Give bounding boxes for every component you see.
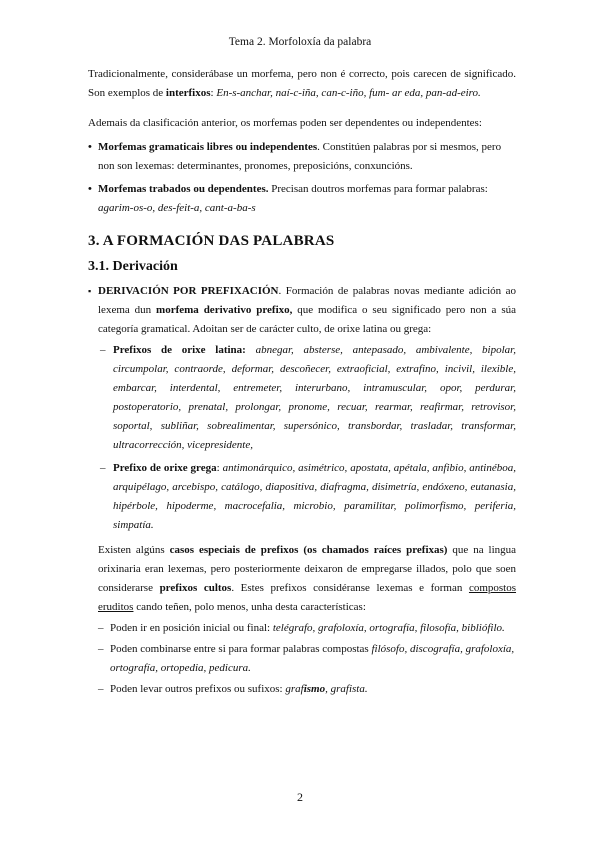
bold-term: morfema derivativo prefixo, xyxy=(156,304,293,316)
text-segment: cando teñen, polo menos, unha desta características: xyxy=(133,601,366,613)
list-item-combination xyxy=(88,640,516,678)
text-segment: Poden ir en posición inicial ou final: xyxy=(110,622,273,634)
dash-bullet: – xyxy=(100,344,106,356)
examples-italic: antimonárquico, asimétrico, apostata, apétala, anfibio, antinéboa, arquipélago, arcebispo, catálogo, diapositiva, diafragma, disimetría, endóxeno, eutanasia, hipérbole, hipoderme, macrocefalia, microbio, paramilitar, polimorfismo, periferia, simpatía. xyxy=(113,462,516,531)
examples-italic: , grafista. xyxy=(325,683,368,695)
page-content xyxy=(88,65,516,699)
list-item-position xyxy=(88,619,516,638)
examples-italic: filósofo, discografía, grafoloxía, ortografía, ortopedia, pedicura. xyxy=(110,643,515,674)
list-item-affixes xyxy=(88,680,516,699)
dash-bullet: – xyxy=(100,462,106,474)
paragraph-classification: Ademais da clasificación anterior, os morfemas poden ser dependentes ou independentes: xyxy=(88,117,482,129)
page-header: Tema 2. Morfoloxía da palabra xyxy=(228,36,372,48)
examples-italic: graf xyxy=(285,683,304,695)
examples-italic: telégrafo, grafoloxía, ortografía, filosofía, bibliófilo. xyxy=(272,622,505,634)
subsection-heading: 3.1. Derivación xyxy=(88,259,178,274)
bold-italic-suffix: ismo xyxy=(303,683,326,695)
text-segment: que na lingua orixinaria eran lexemas, pero posteriormente deixaron de empregarse illados, polo que soen considerarse xyxy=(98,544,517,594)
text-segment: . Constitúen palabras por si mesmos, pero non son lexemas: determinantes, pronomes, preposicións, conxuncións. xyxy=(98,141,502,172)
bold-term: Morfemas trabados ou dependentes. xyxy=(98,183,269,195)
bullet-icon: • xyxy=(88,183,92,195)
examples-italic: abnegar, absterse, antepasado, ambivalente, bipolar, circumpolar, contraorde, deformar, descoñecer, extraoficial, extrafino, incivil, ilexible, embarcar, interdental, entremeter, interurbano, intramuscular, opor, perdurar, postoperatorio, prenatal, prolongar, pronome, recuar, rearmar, reafirmar, retrovisor, soportal, subliñar, sobrealimentar, supersónico, transbordar, trasladar, transformar, ultracorrección, vicepresidente, xyxy=(113,344,516,451)
bold-term: interfixos xyxy=(165,87,211,99)
list-item-greek-prefixes xyxy=(88,459,516,535)
list-item-latin-prefixes xyxy=(88,341,516,455)
bold-term: Prefixo de orixe grega xyxy=(113,462,217,474)
bold-term: casos especiais de prefixos (os chamados raíces prefixas) xyxy=(169,544,448,556)
text-segment: Existen algúns xyxy=(98,544,170,556)
square-bullet-icon: ▪ xyxy=(88,286,92,296)
dash-bullet: – xyxy=(98,643,104,655)
paragraph-special-cases xyxy=(88,541,516,617)
bullet-item-free xyxy=(88,138,516,176)
text-segment: Tradicionalmente, considerábase un morfema, pero non é correcto, pois carecen de significado. Son exemplos de xyxy=(88,68,516,99)
bullet-item-bound xyxy=(88,180,516,218)
text-segment: : xyxy=(216,462,223,474)
underlined-term: compostos eruditos xyxy=(98,582,517,613)
dash-bullet: – xyxy=(98,622,104,634)
paragraph-interfixos xyxy=(88,65,516,103)
text-segment: . Formación de palabras novas mediante adición ao lexema dun xyxy=(98,285,516,316)
examples-italic: En-s-anchar, naí-c-iña, can-c-iño, fum- ar eda, pan-ad-eiro. xyxy=(216,87,481,99)
text-segment: : xyxy=(210,87,217,99)
page-number: 2 xyxy=(297,790,303,804)
dash-bullet: – xyxy=(98,683,104,695)
bold-term: Prefixos de orixe latina: xyxy=(113,344,246,356)
list-item-prefixation xyxy=(88,282,516,339)
text-segment: Precisan doutros morfemas para formar palabras: xyxy=(268,183,488,195)
bullet-icon: • xyxy=(88,141,92,153)
examples-italic: agarim-os-o, des-feit-a, cant-a-ba-s xyxy=(98,202,256,214)
bold-term: DERIVACIÓN POR PREFIXACIÓN xyxy=(98,285,279,297)
bold-term: prefixos cultos xyxy=(159,582,232,594)
bold-term: Morfemas gramaticais libres ou independentes xyxy=(98,141,318,153)
text-segment: que modifica o seu significado pero non a súa categoría gramatical. Adoitan ser de carácter culto, de orixe latina ou grega: xyxy=(98,304,516,335)
text-segment: Poden combinarse entre si para formar palabras compostas xyxy=(110,643,372,655)
text-segment: . Estes prefixos considéranse lexemas e forman xyxy=(231,582,469,594)
text-segment: Poden levar outros prefixos ou sufixos: xyxy=(110,683,286,695)
section-heading: 3. A FORMACIÓN DAS PALABRAS xyxy=(88,233,335,249)
